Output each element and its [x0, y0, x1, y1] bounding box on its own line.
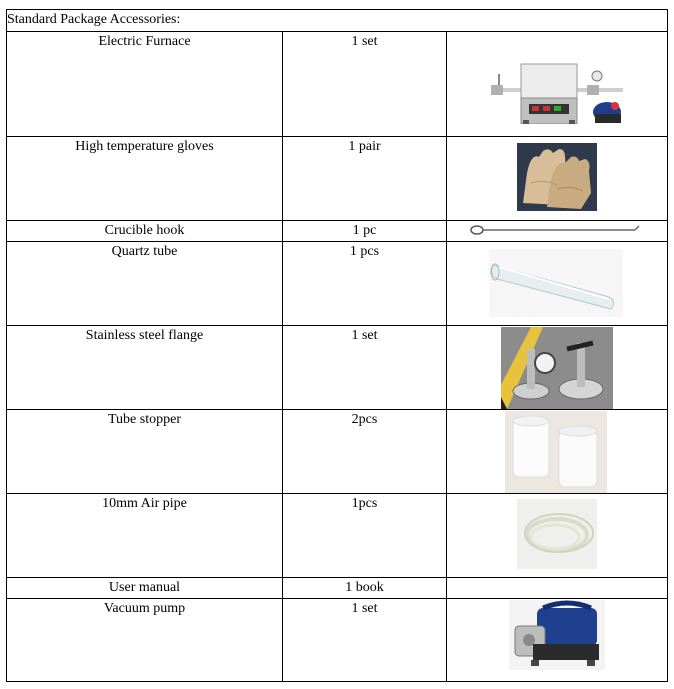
item-quantity: 1 pcs — [283, 242, 447, 326]
quartz-tube-photo — [489, 249, 623, 317]
table-row — [7, 326, 668, 410]
item-image-cell — [447, 494, 668, 578]
item-image-cell — [447, 32, 668, 137]
item-name: High temperature gloves — [7, 137, 283, 221]
air-pipe-photo — [517, 499, 597, 569]
item-name: Tube stopper — [7, 410, 283, 494]
item-quantity: 1 set — [283, 32, 447, 137]
item-name: 10mm Air pipe — [7, 494, 283, 578]
table-row — [7, 32, 668, 137]
item-image-cell — [447, 410, 668, 494]
accessories-table — [6, 9, 668, 682]
item-image-cell — [447, 242, 668, 326]
item-image-cell — [447, 599, 668, 682]
item-quantity: 1pcs — [283, 494, 447, 578]
crucible-hook-photo — [469, 224, 641, 236]
flange-photo — [501, 327, 613, 409]
item-quantity: 1 pair — [283, 137, 447, 221]
table-row — [7, 494, 668, 578]
table-header-row — [7, 10, 668, 32]
item-quantity: 1 set — [283, 599, 447, 682]
item-name: Crucible hook — [7, 221, 283, 242]
table-row — [7, 242, 668, 326]
item-quantity: 1 book — [283, 578, 447, 599]
item-image-cell — [447, 326, 668, 410]
table-row — [7, 137, 668, 221]
table-row — [7, 578, 668, 599]
item-image-cell — [447, 137, 668, 221]
gloves-photo — [517, 143, 597, 211]
tube-stopper-photo — [505, 411, 607, 493]
table-row — [7, 221, 668, 242]
item-image-cell — [447, 578, 668, 599]
item-image-cell — [447, 221, 668, 242]
item-name: Stainless steel flange — [7, 326, 283, 410]
item-name: Electric Furnace — [7, 32, 283, 137]
item-name: User manual — [7, 578, 283, 599]
item-quantity: 2pcs — [283, 410, 447, 494]
vacuum-pump-photo — [509, 600, 605, 670]
item-name: Vacuum pump — [7, 599, 283, 682]
item-name: Quartz tube — [7, 242, 283, 326]
table-header: Standard Package Accessories: — [7, 10, 668, 32]
tube-furnace-photo — [491, 52, 623, 124]
table-row — [7, 410, 668, 494]
item-quantity: 1 pc — [283, 221, 447, 242]
item-quantity: 1 set — [283, 326, 447, 410]
table-row — [7, 599, 668, 682]
